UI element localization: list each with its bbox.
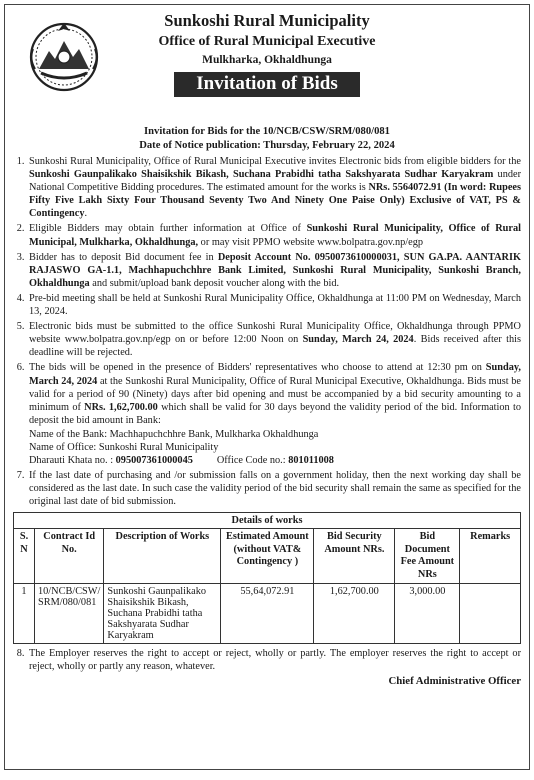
works-table-header	[14, 529, 521, 584]
col-contract-id: Contract Id No.	[35, 529, 104, 584]
works-table	[13, 512, 521, 644]
nepal-emblem-icon	[27, 19, 101, 93]
municipality-name: Sunkoshi Rural Municipality	[164, 11, 370, 30]
col-sn: S. N	[14, 529, 35, 584]
bank-office-name: Name of Office: Sunkoshi Rural Municipality	[29, 441, 219, 453]
publication-date: Date of Notice publication: Thursday, February 22, 2024	[139, 139, 395, 151]
col-estimated-amount: Estimated Amount (without VAT& Contingency )	[221, 529, 314, 584]
office-location: Mulkharka, Okhaldhunga	[202, 54, 332, 66]
office-name: Office of Rural Municipal Executive	[158, 34, 376, 49]
col-description: Description of Works	[104, 529, 221, 584]
notice-subhead	[13, 125, 521, 152]
clause-6: 6. The bids will be opened in the presence of Bidders' representatives who choose to attend at 12:30 pm on Sunday, March 24, 2024 at the Sunkoshi Rural Municipality, Office of Rural Municipal Executive, Okhaldhunga. Bids must be valid for a period of 90 (Ninety) days after bid opening and must be accompanied by a bid security amounting to a minimum of NRs. 1,62,700.00 which shall be valid for 30 days beyond the validity period of the bid. Information to deposit the bid amount in Bank: Name of the Bank: Machhapuchchhre Bank, Mulkharka Okhaldhunga Name of Office: Sunkoshi Rural Municipality Dharauti Khata no. : 095007361000045 Office Code no.: 801011008	[27, 361, 521, 466]
notice-page	[4, 4, 530, 770]
col-bid-security: Bid Security Amount NRs.	[314, 529, 395, 584]
col-remarks: Remarks	[460, 529, 521, 584]
clause-1: 1. Sunkoshi Rural Municipality, Office of Rural Municipal Executive invites Electronic bids from eligible bidders for the Sunkoshi Gaunpalikako Shaisikshik Bikash, Suchana Prabidhi tatha Sakshyarata Sudhar Karyakram under National Competitive Bidding procedures. The estimated amount for the works is NRs. 5564072.91 (In word: Rupees Fifty Five Lakh Sixty Four Thousand Seventy Two And Ninety One Paise Only) Exclusive of VAT, PS & Contingency.	[27, 155, 521, 220]
clause-2: 2. Eligible Bidders may obtain further information at Office of Sunkoshi Rural Municipality, Office of Rural Municipal, Mulkharka, Okhaldhunga, or may visit PPMO website www.bolpatra.gov.np/egp	[27, 222, 521, 248]
clause-8: 8. The Employer reserves the right to accept or reject, wholly or partly. The employer reserves the right to accept or reject, wholly or partly any reason, whatever.	[27, 647, 521, 673]
table-row: 1 10/NCB/CSW/ SRM/080/081 Sunkoshi Gaunpalikako Shaisikshik Bikash, Suchana Prabidhi tatha Sakshyarata Sudhar Karyakram 55,64,072.91 1,62,700.00 3,000.00	[14, 584, 521, 644]
clause-4: 4. Pre-bid meeting shall be held at Sunkoshi Rural Municipality Office, Okhaldhunga at 11:00 PM on Wednesday, March 13, 2024.	[27, 292, 521, 318]
bid-reference: Invitation for Bids for the 10/NCB/CSW/SRM/080/081	[144, 126, 390, 137]
signature: Chief Administrative Officer	[388, 675, 521, 688]
bank-account-line: Dharauti Khata no. : 095007361000045 Office Code no.: 801011008	[29, 454, 334, 466]
bank-details	[29, 428, 521, 467]
works-table-caption: Details of works	[14, 513, 521, 529]
col-doc-fee: Bid Document Fee Amount NRs	[395, 529, 460, 584]
clause-3: 3. Bidder has to deposit Bid document fee in Deposit Account No. 0950073610000031, SUN GA.PA. AANTARIK RAJASWO GA-1.1, Machhapuchchhre Bank Limited, Sunkoshi Rural Municipality, Sunkoshi Branch, Okhaldhunga and submit/upload bank deposit voucher along with the bid.	[27, 251, 521, 290]
notice-banner: Invitation of Bids	[174, 72, 359, 97]
bank-name: Name of the Bank: Machhapuchchhre Bank, Mulkharka Okhaldhunga	[29, 428, 319, 440]
bid-clauses-final	[13, 647, 521, 673]
bid-clauses	[13, 155, 521, 508]
clause-5: 5. Electronic bids must be submitted to the office Sunkoshi Rural Municipality Office, Okhaldhunga through PPMO website www.bolpatra.gov.np/egp on or before 12:00 Noon on Sunday, March 24, 2024. Bids received after this deadline will be rejected.	[27, 320, 521, 359]
header	[13, 11, 521, 119]
clause-7: 7. If the last date of purchasing and /or submission falls on a government holiday, then the next working day shall be considered as the last date. In such case the validity period of the bid security shall remain the same as specified for the original last date of bid submission.	[27, 469, 521, 508]
